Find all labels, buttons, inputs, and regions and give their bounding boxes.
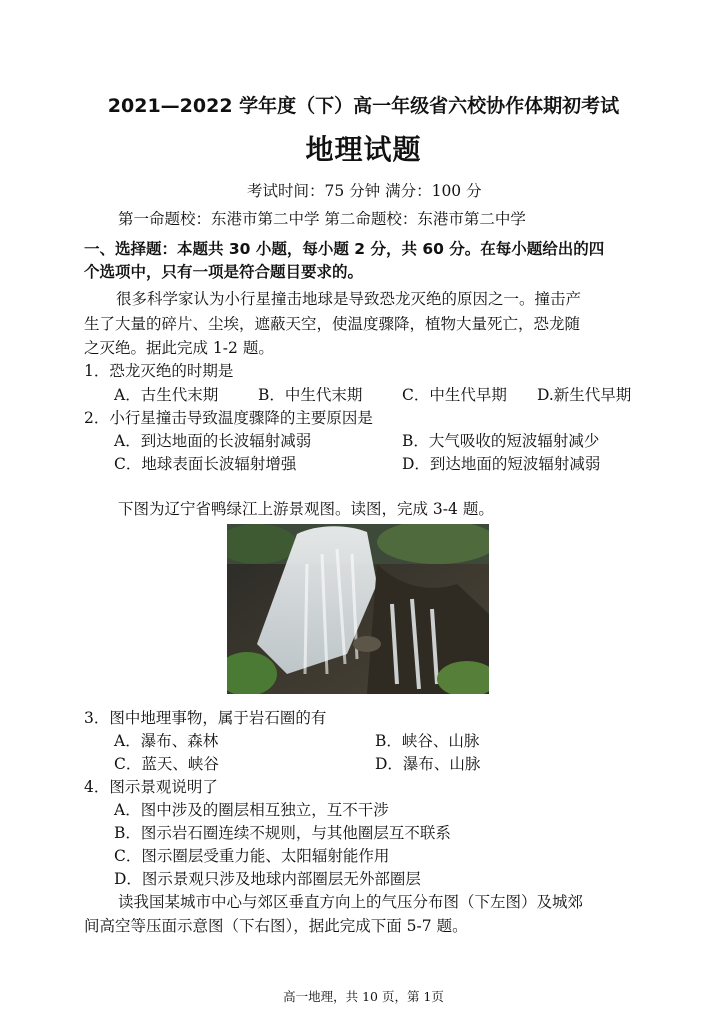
question-2-option-d: D．到达地面的短波辐射减弱: [402, 455, 601, 473]
question-4-stem: 4．图示景观说明了: [84, 778, 218, 796]
passage3-line1: 读我国某城市中心与郊区垂直方向上的气压分布图（下左图）及城郊: [118, 893, 584, 911]
exam-time-score: 考试时间：75 分钟 满分：100 分: [247, 182, 482, 200]
question-2-stem: 2．小行星撞击导致温度骤降的主要原因是: [84, 409, 373, 427]
question-2-option-a: A．到达地面的长波辐射减弱: [114, 432, 312, 450]
question-3-stem: 3．图中地理事物，属于岩石圈的有: [84, 709, 327, 727]
question-2-option-c: C．地球表面长波辐射增强: [114, 455, 297, 473]
subject-title: 地理试题: [305, 133, 422, 166]
question-1-option-a: A．古生代末期: [114, 386, 219, 404]
section-heading-line1: 一、选择题：本题共 30 小题，每小题 2 分，共 60 分。在每小题给出的四: [84, 240, 605, 258]
question-3-option-b: B．峡谷、山脉: [375, 732, 480, 750]
page-footer: 高一地理，共 10 页，第 1页: [283, 989, 444, 1004]
question-4-option-c: C．图示圈层受重力能、太阳辐射能作用: [114, 847, 390, 865]
question-4-option-d: D．图示景观只涉及地球内部圈层无外部圈层: [114, 870, 421, 888]
passage1-line3: 之灭绝。据此完成 1-2 题。: [84, 339, 274, 357]
question-1-option-d: D.新生代早期: [537, 386, 632, 404]
passage3-line2: 间高空等压面示意图（下右图），据此完成下面 5-7 题。: [84, 917, 468, 935]
passage1-line1: 很多科学家认为小行星撞击地球是导致恐龙灭绝的原因之一。撞击产: [116, 290, 582, 308]
question-1-option-b: B．中生代末期: [258, 386, 363, 404]
question-1-option-c: C．中生代早期: [402, 386, 507, 404]
question-3-option-d: D．瀑布、山脉: [375, 755, 481, 773]
question-2-option-b: B．大气吸收的短波辐射减少: [402, 432, 600, 450]
passage2-line1: 下图为辽宁省鸭绿江上游景观图。读图，完成 3-4 题。: [118, 500, 494, 518]
exam-title: 2021—2022 学年度（下）高一年级省六校协作体期初考试: [107, 95, 620, 117]
section-heading-line2: 个选项中，只有一项是符合题目要求的。: [84, 263, 364, 281]
passage1-line2: 生了大量的碎片、尘埃，遮蔽天空，使温度骤降，植物大量死亡，恐龙随: [84, 315, 581, 333]
question-3-option-a: A．瀑布、森林: [114, 732, 219, 750]
waterfall-photo: [227, 524, 489, 694]
question-4-option-a: A．图中涉及的圈层相互独立，互不干涉: [114, 801, 389, 819]
question-1-stem: 1．恐龙灭绝的时期是: [84, 362, 234, 380]
question-3-option-c: C．蓝天、峡谷: [114, 755, 219, 773]
proposing-schools: 第一命题校：东港市第二中学 第二命题校：东港市第二中学: [118, 210, 526, 228]
question-4-option-b: B．图示岩石圈连续不规则，与其他圈层互不联系: [114, 824, 451, 842]
